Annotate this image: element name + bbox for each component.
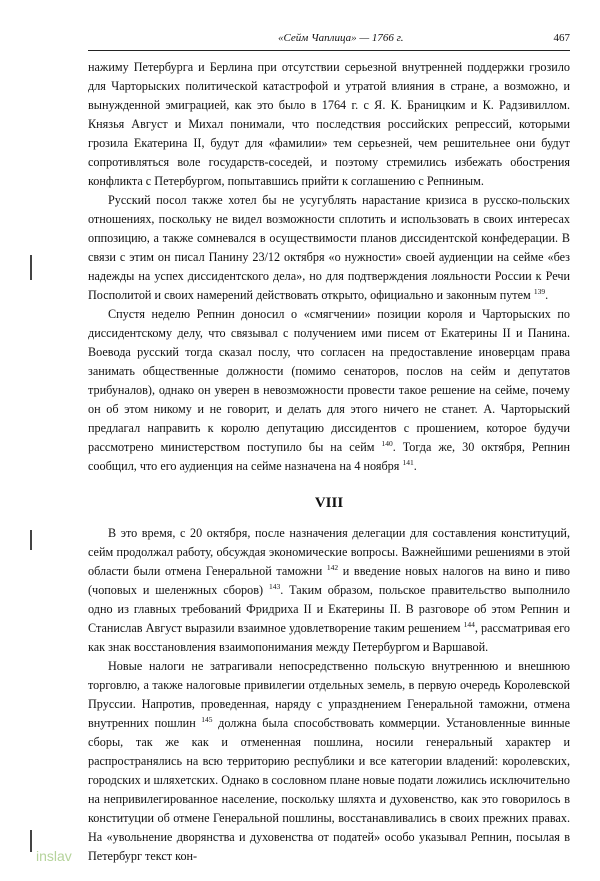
footnote-ref[interactable]: 139 (533, 287, 546, 296)
paragraph-1: нажиму Петербурга и Берлина при отсутствии серьезной внутренней поддержки грозило для Чарторыских политической катастрофой и утратой влияния в стране, а возможно, и вынужденной эмиграцией, как это было в 1764 г. с Я. К. Браницким и К. Радзивиллом. Князья Август и Михал понимали, что последствия российских репрессий, которыми грозила Екатерина II, будут для «фамилии» тем серьезней, чем решительнее они будут сопротивляться воле государств-соседей, и поэтому стремились избежать обострения конфликта с Петербургом, попытавшись прийти к соглашению с Репниным. (88, 60, 570, 188)
section-heading: VIII (314, 495, 344, 511)
running-header (88, 28, 570, 51)
footnote-ref[interactable]: 142 (326, 563, 339, 572)
scan-binding-edge (30, 40, 36, 841)
paragraph-4: В это время, с 20 октября, после назначения делегации для составления конституций, сейм продолжал работу, обсуждая экономические вопросы. Важнейшими решениями в этой области были отмена Генеральной таможни $^{142}$ и введение новых налогов на вино и пиво (чоповых и шеленжных сборов) $^{143}$. Таким образом, польское правительство выполнило одно из главных требований Фридриха II и Екатерины II. В разговоре об этом Репнин и Станислав Август выразили взаимное удовлетворение таким решением $^{144}$, рассматривая его как знак восстановления взаимопонимания между Петербургом и Варшавой. (88, 526, 571, 654)
running-title: «Сейм Чаплица» — 1766 г. (278, 32, 404, 44)
footnote-ref[interactable]: 141 (402, 458, 414, 467)
body-text (88, 58, 570, 866)
footnote-ref[interactable]: 144 (463, 620, 475, 629)
footnote-ref[interactable]: 145 (201, 715, 213, 724)
footnote-ref[interactable]: 140 (381, 439, 393, 448)
paragraph-2: Русский посол также хотел бы не усугублять нарастание кризиса в русско-польских отношениях, поскольку не видел возможности сплотить и использовать в своих интересах оппозицию, а также сомневался в осуществимости планов диссидентской конфедерации. В связи с этим он писал Панину 23/12 октября «о нужности» своей аудиенции на сейме «без надежды на успех диссидентского дела», но для подтверждения лояльности России к Речи Посполитой и своих намерений действовать открыто, официально и законным путем $^{139}$. (88, 193, 570, 302)
footnote-ref[interactable]: 143 (268, 582, 281, 591)
paragraph-3: Спустя неделю Репнин доносил о «смягчении» позиции короля и Чарторыских по диссидентскому делу, что связывал с получением ими писем от Екатерины II и Панина. Воевода русский тогда сказал послу, что согласен на предоставление иноверцам права занимать общественные должности (помимо сенаторов, послов на сейм и депутатов трибуналов), однако он уверен в невозможности провести такое решение на сейме, почему он об этом никому и не говорит, и делать для этого ничего не станет. А. Чарторыский предлагал направить к королю депутацию диссидентов с прошением, которое будучи рассмотрено министерством поступило бы на сейм $^{140}$. Тогда же, 30 октября, Репнин сообщил, что его аудиенция на сейме назначена на 4 ноября $^{141}$. (88, 307, 570, 473)
watermark-text: inslav (36, 848, 72, 864)
paragraph-5: Новые налоги не затрагивали непосредственно польскую внутреннюю и внешнюю торговлю, а также налоговые привилегии отдельных земель, в первую очередь Королевской Пруссии. Напротив, проведенная, наряду с упразднением Генеральной таможни, отмена внутренних пошлин $^{145}$ должна была способствовать коммерции. Установленные винные сборы, так же как и отмененная пошлина, носили генеральный характер и распространялись на всю территорию республики и все категории владений: королевских, городских и шляхетских. Однако в сословном плане новые подати ложились исключительно на непривилегированное население, поскольку шляхта и духовенство, как это говорилось в конституции об отмене Генеральной пошлины, восстанавливались в своих прежних правах. На «увольнение дворянства и духовенства от податей» особо указывал Репнин, посылая в Петербург текст кон- (88, 659, 570, 863)
page-number: 467 (553, 32, 570, 44)
